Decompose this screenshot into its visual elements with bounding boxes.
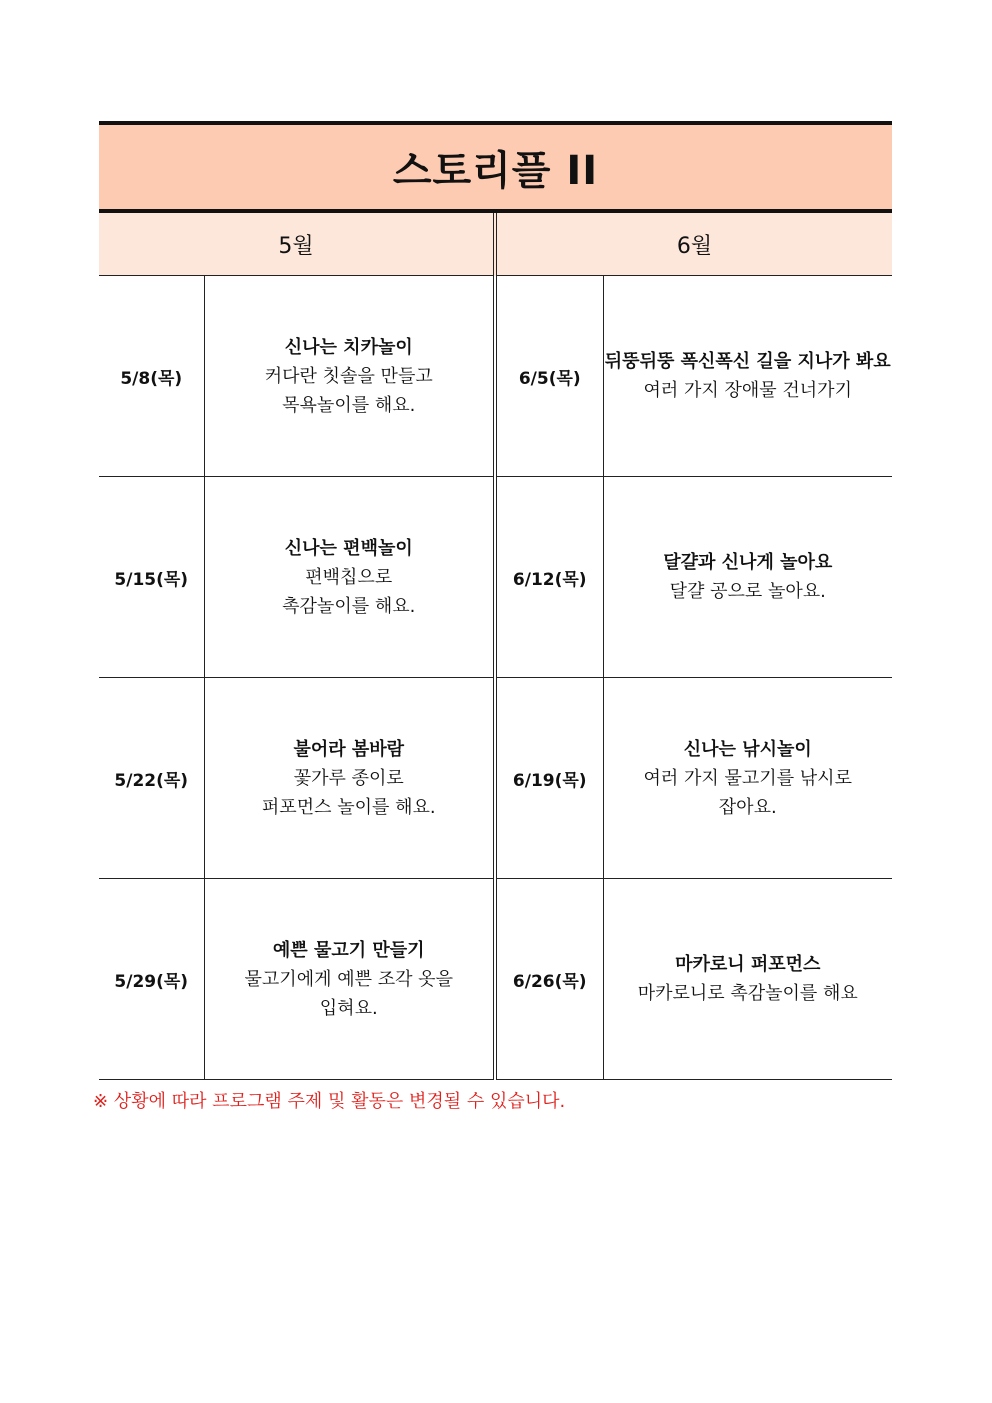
june-date-cell: 6/26(목) bbox=[495, 879, 603, 1080]
june-date-cell: 6/5(목) bbox=[495, 276, 603, 477]
june-activity-cell bbox=[603, 879, 892, 1080]
table-row bbox=[99, 276, 892, 477]
may-activity-cell bbox=[204, 879, 495, 1080]
table-row bbox=[99, 678, 892, 879]
activity-title: 달걀과 신나게 놀아요 bbox=[663, 552, 833, 573]
activity-description: 물고기에게 예쁜 조각 옷을 bbox=[244, 968, 453, 990]
june-date-cell: 6/12(목) bbox=[495, 477, 603, 678]
activity-description: 촉감놀이를 해요. bbox=[282, 595, 416, 617]
activity-description: 커다란 칫솔을 만들고 bbox=[264, 365, 433, 387]
june-activity-cell bbox=[603, 477, 892, 678]
month-header-row bbox=[99, 213, 892, 276]
schedule-table bbox=[99, 213, 892, 1080]
activity-title: 신나는 낚시놀이 bbox=[683, 738, 812, 760]
activity-description: 입혀요. bbox=[319, 997, 378, 1019]
may-activity-cell bbox=[204, 678, 495, 879]
may-activity-cell bbox=[204, 276, 495, 477]
activity-title: 신나는 치카놀이 bbox=[284, 336, 413, 358]
activity-title: 신나는 편백놀이 bbox=[284, 537, 413, 559]
activity-title: 뒤뚱뒤뚱 폭신폭신 길을 지나가 봐요 bbox=[604, 351, 891, 372]
may-date-cell: 5/29(목) bbox=[99, 879, 204, 1080]
schedule-sheet bbox=[99, 121, 892, 1080]
activity-description: 여러 가지 물고기를 낚시로 bbox=[643, 767, 852, 789]
activity-description: 꽃가루 종이로 bbox=[293, 767, 404, 789]
table-row bbox=[99, 879, 892, 1080]
month-may-header: 5월 bbox=[99, 213, 495, 276]
activity-title: 예쁜 물고기 만들기 bbox=[272, 939, 425, 961]
title-band bbox=[99, 121, 892, 213]
page-title: 스토리플 II bbox=[392, 147, 599, 194]
may-date-cell: 5/22(목) bbox=[99, 678, 204, 879]
activity-title: 불어라 봄바람 bbox=[293, 738, 405, 760]
june-activity-cell bbox=[603, 678, 892, 879]
activity-description: 여러 가지 장애물 건너가기 bbox=[643, 380, 852, 401]
activity-description: 달걀 공으로 놀아요. bbox=[669, 581, 826, 602]
may-date-cell: 5/15(목) bbox=[99, 477, 204, 678]
notice-text: ※ 상황에 따라 프로그램 주제 및 활동은 변경될 수 있습니다. bbox=[93, 1091, 566, 1112]
activity-description: 잡아요. bbox=[718, 796, 777, 818]
month-june-header: 6월 bbox=[495, 213, 892, 276]
activity-description: 퍼포먼스 놀이를 해요. bbox=[261, 796, 436, 818]
june-activity-cell bbox=[603, 276, 892, 477]
may-activity-cell bbox=[204, 477, 495, 678]
activity-title: 마카로니 퍼포먼스 bbox=[675, 954, 821, 975]
may-date-cell: 5/8(목) bbox=[99, 276, 204, 477]
activity-description: 목욕놀이를 해요. bbox=[282, 394, 416, 416]
table-row bbox=[99, 477, 892, 678]
schedule-rows bbox=[99, 276, 892, 1080]
june-date-cell: 6/19(목) bbox=[495, 678, 603, 879]
activity-description: 편백칩으로 bbox=[305, 566, 393, 588]
activity-description: 마카로니로 촉감놀이를 해요 bbox=[637, 983, 858, 1004]
